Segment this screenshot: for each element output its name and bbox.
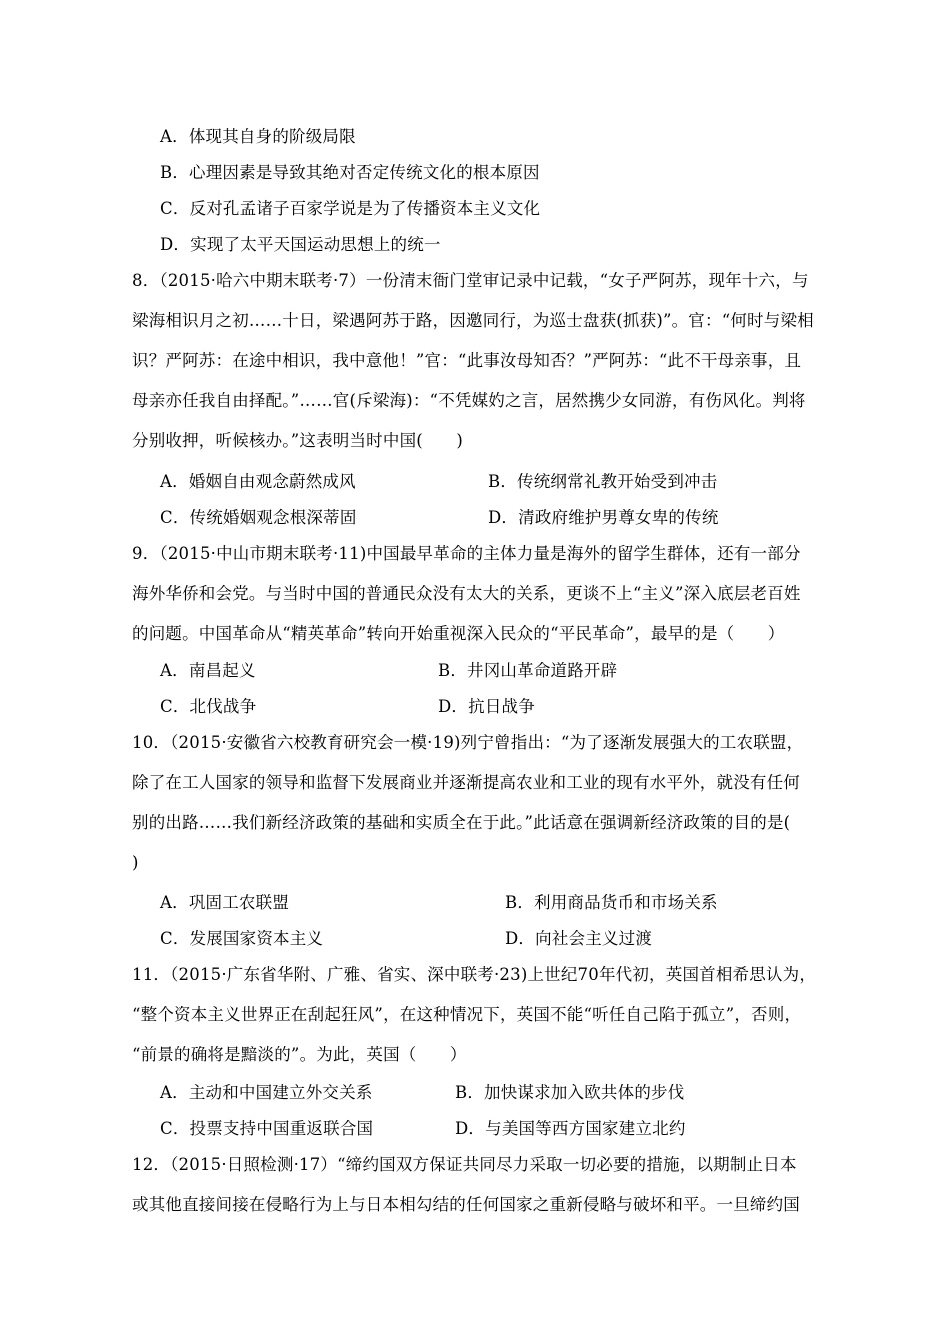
q8-text-line: 8．（2015·哈六中期末联考·7）一份清末衙门堂审记录中记载，“女子严阿苏，现年十六，与 [132,271,809,290]
q9-option-c: C．北伐战争 [160,697,257,716]
q8-option-a: A．婚姻自由观念蔚然成风 [160,472,356,491]
q8-option-c: C．传统婚姻观念根深蒂固 [160,508,357,527]
q7-option-c: C．反对孔孟诸子百家学说是为了传播资本主义文化 [160,199,541,218]
q8-text-line: 分别收押，听候核办。”这表明当时中国( ) [132,431,463,450]
q11-option-c: C．投票支持中国重返联合国 [160,1119,374,1138]
q12-text-line: 或其他直接间接在侵略行为上与日本相勾结的任何国家之重新侵略与破坏和平。一旦缔约国 [132,1195,800,1214]
q12-text-line: 12．（2015·日照检测·17）“缔约国双方保证共同尽力采取一切必要的措施，以期制止日本 [132,1155,797,1174]
q10-text-line: 除了在工人国家的领导和监督下发展商业并逐渐提高农业和工业的现有水平外，就没有任何 [132,773,800,792]
q9-option-b: B．井冈山革命道路开辟 [438,661,618,680]
q7-option-d: D．实现了太平天国运动思想上的统一 [160,235,441,254]
q11-option-a: A．主动和中国建立外交关系 [160,1083,373,1102]
q10-option-a: A．巩固工农联盟 [160,893,290,912]
q10-text-line: ) [132,853,139,872]
q8-text-line: 梁海相识月之初……十日，梁遇阿苏于路，因邀同行，为巡士盘获(抓获)”。官：“何时与梁相 [132,311,814,330]
q9-option-a: A．南昌起义 [160,661,256,680]
q10-option-c: C．发展国家资本主义 [160,929,324,948]
q11-option-b: B．加快谋求加入欧共体的步伐 [455,1083,685,1102]
q11-text-line: “前景的确将是黯淡的”。为此，英国（ ） [132,1045,467,1064]
q9-text-line: 9．（2015·中山市期末联考·11)中国最早革命的主体力量是海外的留学生群体，还有一部分 [132,544,801,563]
q10-text-line: 别的出路……我们新经济政策的基础和实质全在于此。”此话意在强调新经济政策的目的是( [132,813,791,832]
q11-option-d: D．与美国等西方国家建立北约 [455,1119,686,1138]
q9-option-d: D．抗日战争 [438,697,535,716]
q7-option-a: A．体现其自身的阶级局限 [160,127,356,146]
q11-text-line: 11．（2015·广东省华附、广雅、省实、深中联考·23)上世纪70年代初，英国首相希思认为， [132,965,817,984]
q8-option-b: B．传统纲常礼教开始受到冲击 [488,472,718,491]
q10-text-line: 10．（2015·安徽省六校教育研究会一模·19)列宁曾指出：“为了逐渐发展强大的工农联盟， [132,733,804,752]
q9-text-line: 海外华侨和会党。与当时中国的普通民众没有太大的关系，更谈不上“主义”深入底层老百姓 [132,584,801,603]
q8-text-line: 识？严阿苏：在途中相识，我中意他！”官：“此事汝母知否？”严阿苏：“此不干母亲事，且 [132,351,802,370]
q10-option-b: B．利用商品货币和市场关系 [505,893,718,912]
q9-text-line: 的问题。中国革命从“精英革命”转向开始重视深入民众的“平民革命”，最早的是（ ） [132,624,785,643]
q11-text-line: “整个资本主义世界正在刮起狂风”，在这种情况下，英国不能“听任自己陷于孤立”，否则， [132,1005,802,1024]
q10-option-d: D．向社会主义过渡 [505,929,653,948]
q8-text-line: 母亲亦任我自由择配。”……官(斥梁海)：“不凭媒妁之言，居然携少女同游，有伤风化。判将 [132,391,806,410]
q8-option-d: D．清政府维护男尊女卑的传统 [488,508,719,527]
q7-option-b: B．心理因素是导致其绝对否定传统文化的根本原因 [160,163,540,182]
